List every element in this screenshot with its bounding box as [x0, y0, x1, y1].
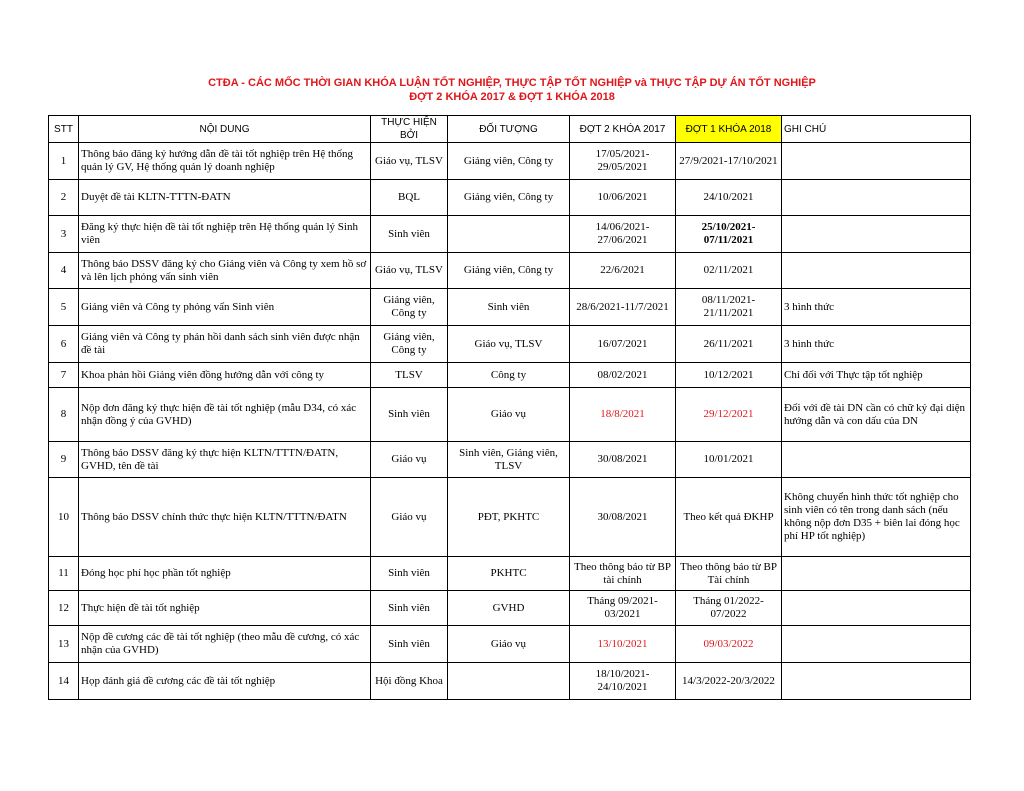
table-row [49, 143, 971, 180]
cell-note: 3 hình thức [782, 289, 971, 326]
cell-content: Đóng học phí học phần tốt nghiệp [79, 557, 371, 591]
cell-target: Sinh viên [448, 289, 570, 326]
table-row [49, 388, 971, 442]
cell-content: Thông báo DSSV đăng ký cho Giảng viên và Công ty xem hồ sơ và lên lịch phỏng vấn sinh viên [79, 253, 371, 289]
cell-by: Giáo vụ, TLSV [371, 143, 448, 180]
cell-content: Giảng viên và Công ty phản hồi danh sách sinh viên được nhận đề tài [79, 326, 371, 363]
cell-d2017: 22/6/2021 [570, 253, 676, 289]
table-row [49, 442, 971, 478]
cell-stt: 1 [49, 143, 79, 180]
cell-content: Thông báo đăng ký hướng dẫn đề tài tốt nghiệp trên Hệ thống quản lý GV, Hệ thống quản lý doanh nghiệp [79, 143, 371, 180]
cell-target: PĐT, PKHTC [448, 478, 570, 557]
cell-by: Giảng viên, Công ty [371, 326, 448, 363]
schedule-table [48, 115, 971, 700]
cell-content: Nộp đơn đăng ký thực hiện đề tài tốt nghiệp (mẫu D34, có xác nhận đồng ý của GVHD) [79, 388, 371, 442]
cell-stt: 12 [49, 591, 79, 626]
header-by: THỰC HIỆN BỞI [371, 116, 448, 143]
table-row [49, 363, 971, 388]
cell-d2018: 02/11/2021 [676, 253, 782, 289]
cell-d2017: 10/06/2021 [570, 180, 676, 216]
header-stt: STT [49, 116, 79, 143]
cell-d2017: Theo thông báo từ BP tài chính [570, 557, 676, 591]
cell-d2017: 17/05/2021-29/05/2021 [570, 143, 676, 180]
cell-d2017: 30/08/2021 [570, 442, 676, 478]
cell-note: Chỉ đối với Thực tập tốt nghiệp [782, 363, 971, 388]
cell-d2018: 10/01/2021 [676, 442, 782, 478]
cell-stt: 14 [49, 663, 79, 700]
cell-target: Sinh viên, Giảng viên, TLSV [448, 442, 570, 478]
table-row [49, 591, 971, 626]
cell-note [782, 216, 971, 253]
cell-d2017: 28/6/2021-11/7/2021 [570, 289, 676, 326]
document-title: CTĐA - CÁC MỐC THỜI GIAN KHÓA LUẬN TỐT NGHIỆP, THỰC TẬP TỐT NGHIỆP và THỰC TẬP DỰ ÁN TỐT NGHIỆP [208, 77, 816, 89]
cell-by: Sinh viên [371, 557, 448, 591]
cell-stt: 9 [49, 442, 79, 478]
cell-by: Giáo vụ [371, 442, 448, 478]
table-row [49, 663, 971, 700]
cell-note [782, 442, 971, 478]
cell-d2017: 18/8/2021 [570, 388, 676, 442]
cell-target: Giảng viên, Công ty [448, 180, 570, 216]
cell-by: Giảng viên, Công ty [371, 289, 448, 326]
cell-d2018: Tháng 01/2022-07/2022 [676, 591, 782, 626]
table-row [49, 626, 971, 663]
cell-d2017: 18/10/2021-24/10/2021 [570, 663, 676, 700]
cell-content: Giảng viên và Công ty phỏng vấn Sinh viên [79, 289, 371, 326]
cell-note [782, 143, 971, 180]
cell-content: Khoa phản hồi Giảng viên đồng hướng dẫn với công ty [79, 363, 371, 388]
header-d2017: ĐỢT 2 KHÓA 2017 [570, 116, 676, 143]
cell-content: Nộp đề cương các đề tài tốt nghiệp (theo mẫu đề cương, có xác nhận của GVHD) [79, 626, 371, 663]
cell-by: Hội đồng Khoa [371, 663, 448, 700]
cell-by: Sinh viên [371, 626, 448, 663]
header-note: GHI CHÚ [782, 116, 971, 143]
cell-by: Giáo vụ, TLSV [371, 253, 448, 289]
cell-note [782, 180, 971, 216]
cell-target: Giáo vụ [448, 626, 570, 663]
cell-note [782, 253, 971, 289]
table-row [49, 253, 971, 289]
table-row [49, 216, 971, 253]
header-row [49, 116, 971, 143]
header-d2018: ĐỢT 1 KHÓA 2018 [676, 116, 782, 143]
header-target: ĐỐI TƯỢNG [448, 116, 570, 143]
cell-d2018: Theo thông báo từ BP Tài chính [676, 557, 782, 591]
cell-note: Đối với đề tài DN cần có chữ ký đại diện hướng dẫn và con dấu của DN [782, 388, 971, 442]
cell-target: Giảng viên, Công ty [448, 253, 570, 289]
cell-d2018: 14/3/2022-20/3/2022 [676, 663, 782, 700]
cell-target: Công ty [448, 363, 570, 388]
cell-note [782, 591, 971, 626]
table-row [49, 289, 971, 326]
cell-stt: 2 [49, 180, 79, 216]
cell-by: Sinh viên [371, 216, 448, 253]
header-content: NỘI DUNG [79, 116, 371, 143]
cell-content: Duyệt đề tài KLTN-TTTN-ĐATN [79, 180, 371, 216]
cell-stt: 13 [49, 626, 79, 663]
cell-stt: 6 [49, 326, 79, 363]
cell-stt: 7 [49, 363, 79, 388]
cell-target: Giáo vụ [448, 388, 570, 442]
cell-stt: 11 [49, 557, 79, 591]
cell-content: Họp đánh giá đề cương các đề tài tốt nghiệp [79, 663, 371, 700]
table-row [49, 326, 971, 363]
cell-d2018: 26/11/2021 [676, 326, 782, 363]
cell-stt: 3 [49, 216, 79, 253]
cell-d2018: 09/03/2022 [676, 626, 782, 663]
cell-note [782, 626, 971, 663]
cell-by: BQL [371, 180, 448, 216]
cell-content: Thông báo DSSV đăng ký thực hiện KLTN/TTTN/ĐATN, GVHD, tên đề tài [79, 442, 371, 478]
cell-stt: 4 [49, 253, 79, 289]
cell-stt: 5 [49, 289, 79, 326]
cell-note [782, 557, 971, 591]
cell-stt: 10 [49, 478, 79, 557]
cell-target: PKHTC [448, 557, 570, 591]
cell-by: Giáo vụ [371, 478, 448, 557]
cell-d2017: 08/02/2021 [570, 363, 676, 388]
cell-note: 3 hình thức [782, 326, 971, 363]
cell-content: Đăng ký thực hiện đề tài tốt nghiệp trên Hệ thống quản lý Sinh viên [79, 216, 371, 253]
cell-by: TLSV [371, 363, 448, 388]
cell-d2017: Tháng 09/2021-03/2021 [570, 591, 676, 626]
cell-d2018: 29/12/2021 [676, 388, 782, 442]
cell-target: Giảng viên, Công ty [448, 143, 570, 180]
cell-note [782, 663, 971, 700]
cell-d2018: 10/12/2021 [676, 363, 782, 388]
table-row [49, 180, 971, 216]
cell-d2017: 30/08/2021 [570, 478, 676, 557]
cell-d2018: Theo kết quả ĐKHP [676, 478, 782, 557]
cell-d2017: 14/06/2021-27/06/2021 [570, 216, 676, 253]
cell-d2018: 27/9/2021-17/10/2021 [676, 143, 782, 180]
cell-by: Sinh viên [371, 388, 448, 442]
cell-target: Giáo vụ, TLSV [448, 326, 570, 363]
cell-d2017: 13/10/2021 [570, 626, 676, 663]
cell-target [448, 663, 570, 700]
cell-d2018: 24/10/2021 [676, 180, 782, 216]
cell-note: Không chuyển hình thức tốt nghiệp cho sinh viên có tên trong danh sách (nếu không nộp đơn D35 + biên lai đóng học phí HP tốt nghiệp) [782, 478, 971, 557]
cell-d2018: 25/10/2021-07/11/2021 [676, 216, 782, 253]
cell-content: Thực hiện đề tài tốt nghiệp [79, 591, 371, 626]
cell-target [448, 216, 570, 253]
cell-target: GVHD [448, 591, 570, 626]
cell-stt: 8 [49, 388, 79, 442]
cell-d2018: 08/11/2021-21/11/2021 [676, 289, 782, 326]
cell-content: Thông báo DSSV chính thức thực hiện KLTN/TTTN/ĐATN [79, 478, 371, 557]
cell-by: Sinh viên [371, 591, 448, 626]
cell-d2017: 16/07/2021 [570, 326, 676, 363]
table-row [49, 478, 971, 557]
document-subtitle: ĐỢT 2 KHÓA 2017 & ĐỢT 1 KHÓA 2018 [409, 91, 615, 103]
table-row [49, 557, 971, 591]
